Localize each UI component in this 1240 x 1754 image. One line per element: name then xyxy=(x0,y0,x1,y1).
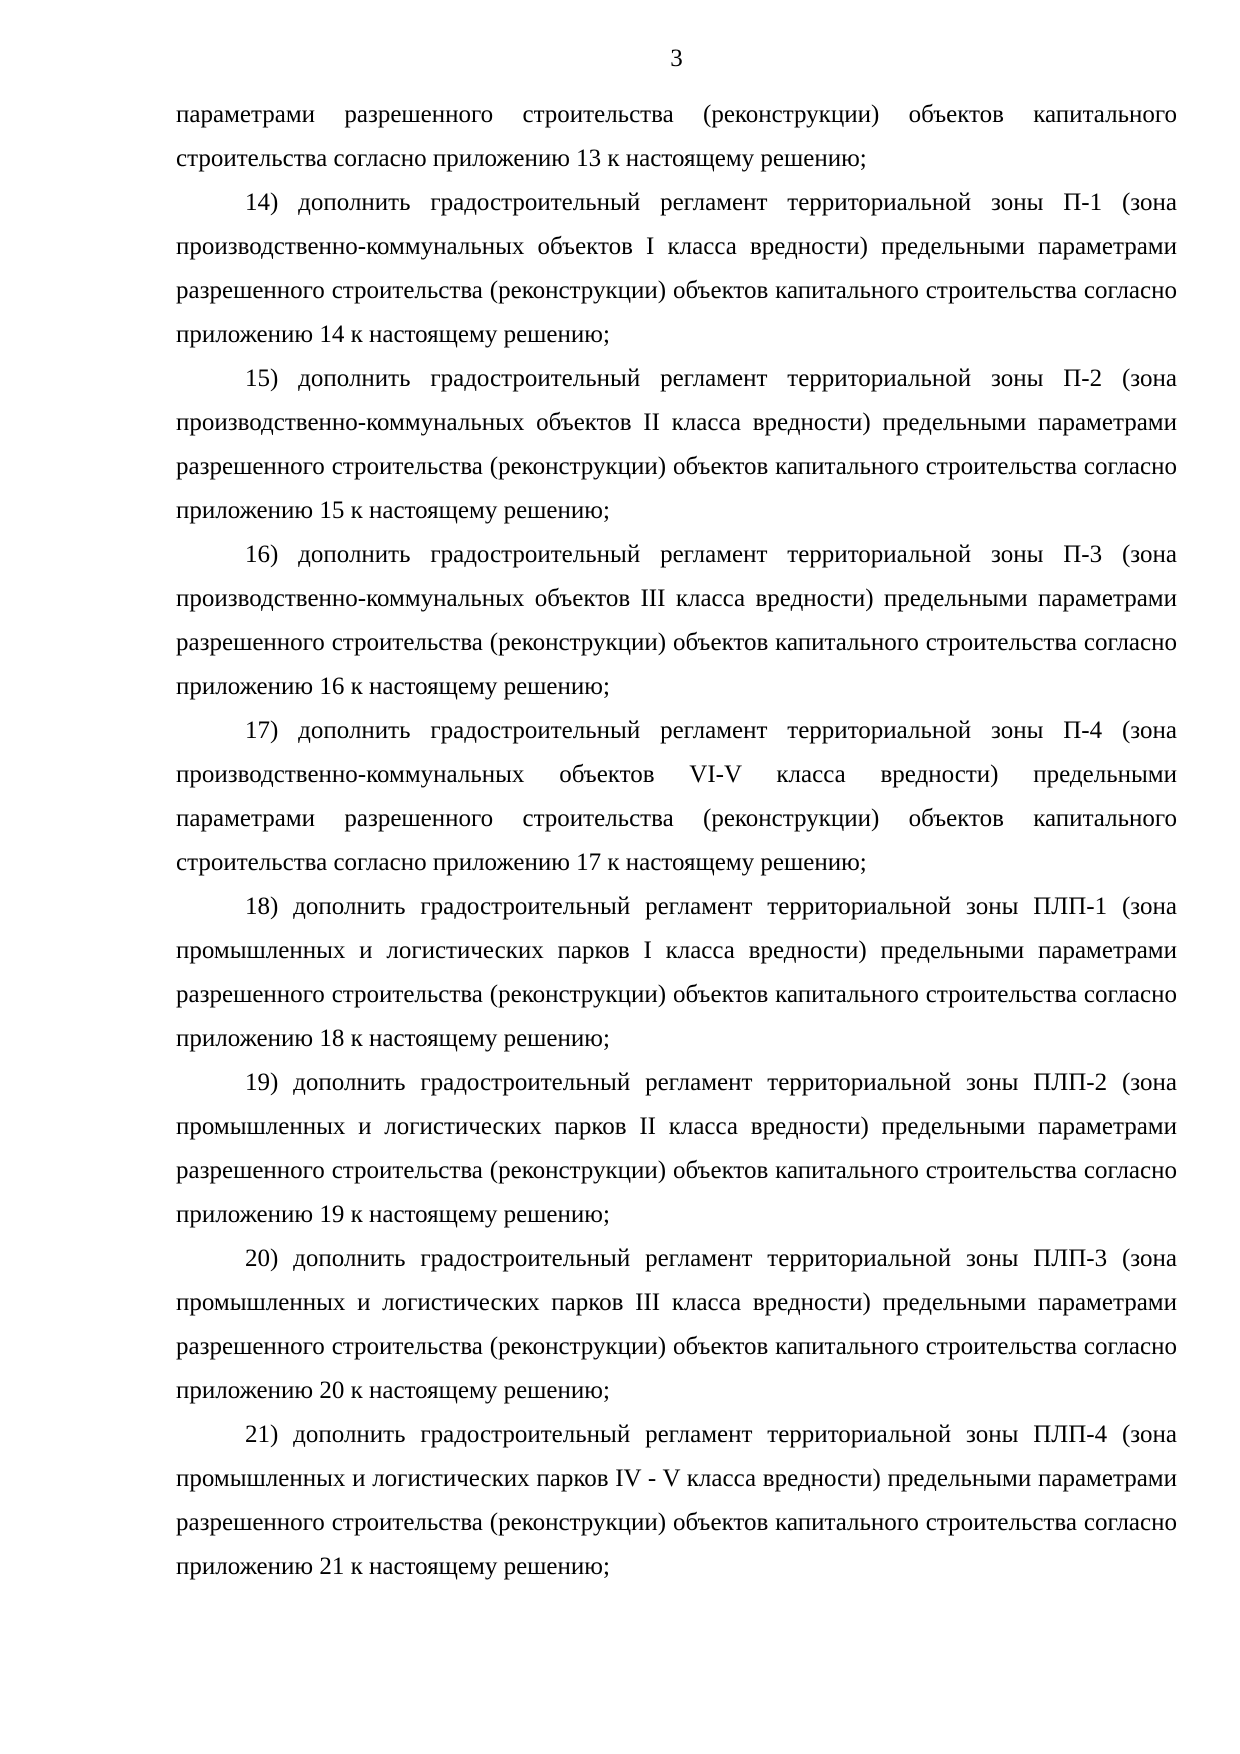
paragraph: 19) дополнить градостроительный регламент территориальной зоны ПЛП-2 (зона промышленных и логистических парков II класса вредности) предельными параметрами разрешенного строительства (реконструкции) объектов капитального строительства согласно приложению 19 к настоящему решению; xyxy=(176,1069,1177,1228)
paragraph: 20) дополнить градостроительный регламент территориальной зоны ПЛП-3 (зона промышленных и логистических парков III класса вредности) предельными параметрами разрешенного строительства (реконструкции) объектов капитального строительства согласно приложению 20 к настоящему решению; xyxy=(176,1245,1177,1404)
paragraph: 18) дополнить градостроительный регламент территориальной зоны ПЛП-1 (зона промышленных и логистических парков I класса вредности) предельными параметрами разрешенного строительства (реконструкции) объектов капитального строительства согласно приложению 18 к настоящему решению; xyxy=(176,893,1177,1052)
paragraph: 15) дополнить градостроительный регламент территориальной зоны П-2 (зона производственно-коммунальных объектов II класса вредности) предельными параметрами разрешенного строительства (реконструкции) объектов капитального строительства согласно приложению 15 к настоящему решению; xyxy=(176,365,1177,524)
document-body xyxy=(176,93,1177,1589)
paragraph: 14) дополнить градостроительный регламент территориальной зоны П-1 (зона производственно-коммунальных объектов I класса вредности) предельными параметрами разрешенного строительства (реконструкции) объектов капитального строительства согласно приложению 14 к настоящему решению; xyxy=(176,189,1177,348)
paragraph: 17) дополнить градостроительный регламент территориальной зоны П-4 (зона производственно-коммунальных объектов VI-V класса вредности) предельными параметрами разрешенного строительства (реконструкции) объектов капитального строительства согласно приложению 17 к настоящему решению; xyxy=(176,717,1177,876)
paragraph: параметрами разрешенного строительства (реконструкции) объектов капитального строительства согласно приложению 13 к настоящему решению; xyxy=(176,101,1177,172)
paragraph: 16) дополнить градостроительный регламент территориальной зоны П-3 (зона производственно-коммунальных объектов III класса вредности) предельными параметрами разрешенного строительства (реконструкции) объектов капитального строительства согласно приложению 16 к настоящему решению; xyxy=(176,541,1177,700)
paragraph: 21) дополнить градостроительный регламент территориальной зоны ПЛП-4 (зона промышленных и логистических парков IV - V класса вредности) предельными параметрами разрешенного строительства (реконструкции) объектов капитального строительства согласно приложению 21 к настоящему решению; xyxy=(176,1421,1177,1580)
page-number: 3 xyxy=(670,45,683,72)
